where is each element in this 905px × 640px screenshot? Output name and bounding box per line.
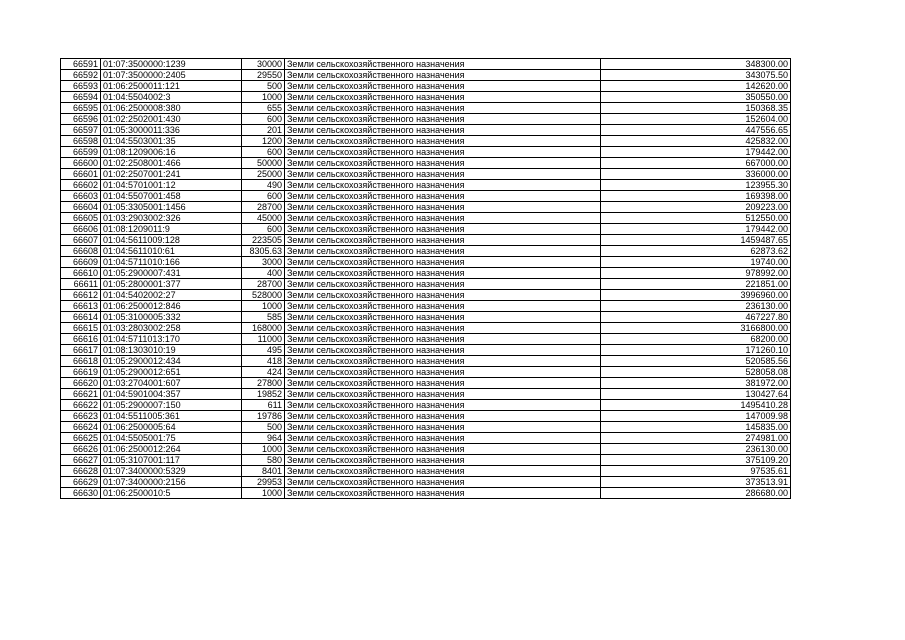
row-number-cell: 66596: [61, 114, 101, 125]
cadastral-number-cell: 01:05:3100005:332: [101, 312, 242, 323]
cadastral-value-cell: 667000.00: [601, 158, 791, 169]
area-cell: 418: [242, 356, 285, 367]
row-number-cell: 66617: [61, 345, 101, 356]
area-cell: 25000: [242, 169, 285, 180]
cadastral-number-cell: 01:06:2500011:121: [101, 81, 242, 92]
table-row: [61, 180, 791, 191]
cadastral-number-cell: 01:04:5402002:27: [101, 290, 242, 301]
table-row: [61, 422, 791, 433]
area-cell: 3000: [242, 257, 285, 268]
area-cell: 490: [242, 180, 285, 191]
row-number-cell: 66624: [61, 422, 101, 433]
table-row: [61, 466, 791, 477]
cadastral-number-cell: 01:04:5507001:458: [101, 191, 242, 202]
area-cell: 50000: [242, 158, 285, 169]
land-category-cell: Земли сельскохозяйственного назначения: [285, 136, 601, 147]
cadastral-value-cell: 145835.00: [601, 422, 791, 433]
area-cell: 19786: [242, 411, 285, 422]
cadastral-value-cell: 350550.00: [601, 92, 791, 103]
cadastral-number-cell: 01:05:3107001:117: [101, 455, 242, 466]
table-row: [61, 477, 791, 488]
table-row: [61, 169, 791, 180]
row-number-cell: 66627: [61, 455, 101, 466]
land-category-cell: Земли сельскохозяйственного назначения: [285, 180, 601, 191]
area-cell: 600: [242, 147, 285, 158]
cadastral-number-cell: 01:03:2903002:326: [101, 213, 242, 224]
table-row: [61, 444, 791, 455]
table-body: [61, 59, 791, 499]
land-category-cell: Земли сельскохозяйственного назначения: [285, 477, 601, 488]
table-row: [61, 389, 791, 400]
cadastral-value-cell: 68200.00: [601, 334, 791, 345]
cadastral-number-cell: 01:05:2900012:434: [101, 356, 242, 367]
land-category-cell: Земли сельскохозяйственного назначения: [285, 301, 601, 312]
land-category-cell: Земли сельскохозяйственного назначения: [285, 191, 601, 202]
cadastral-value-cell: 236130.00: [601, 301, 791, 312]
area-cell: 1000: [242, 444, 285, 455]
row-number-cell: 66616: [61, 334, 101, 345]
table-row: [61, 312, 791, 323]
row-number-cell: 66620: [61, 378, 101, 389]
row-number-cell: 66591: [61, 59, 101, 70]
area-cell: 424: [242, 367, 285, 378]
cadastral-number-cell: 01:06:2500010:5: [101, 488, 242, 499]
row-number-cell: 66610: [61, 268, 101, 279]
area-cell: 500: [242, 81, 285, 92]
table-row: [61, 81, 791, 92]
land-category-cell: Земли сельскохозяйственного назначения: [285, 268, 601, 279]
table-row: [61, 136, 791, 147]
cadastral-number-cell: 01:06:2500008:380: [101, 103, 242, 114]
land-category-cell: Земли сельскохозяйственного назначения: [285, 257, 601, 268]
cadastral-number-cell: 01:05:2800001:377: [101, 279, 242, 290]
land-category-cell: Земли сельскохозяйственного назначения: [285, 235, 601, 246]
cadastral-number-cell: 01:05:3000011:336: [101, 125, 242, 136]
land-category-cell: Земли сельскохозяйственного назначения: [285, 279, 601, 290]
area-cell: 528000: [242, 290, 285, 301]
area-cell: 580: [242, 455, 285, 466]
cadastral-number-cell: 01:02:2507001:241: [101, 169, 242, 180]
area-cell: 1000: [242, 92, 285, 103]
cadastral-value-cell: 62873.62: [601, 246, 791, 257]
cadastral-value-cell: 169398.00: [601, 191, 791, 202]
land-category-cell: Земли сельскохозяйственного назначения: [285, 125, 601, 136]
table-row: [61, 279, 791, 290]
land-category-cell: Земли сельскохозяйственного назначения: [285, 488, 601, 499]
area-cell: 500: [242, 422, 285, 433]
table-row: [61, 246, 791, 257]
row-number-cell: 66614: [61, 312, 101, 323]
land-category-cell: Земли сельскохозяйственного назначения: [285, 59, 601, 70]
cadastral-number-cell: 01:08:1209011:9: [101, 224, 242, 235]
cadastral-number-cell: 01:04:5511005:361: [101, 411, 242, 422]
cadastral-value-cell: 3996960.00: [601, 290, 791, 301]
cadastral-number-cell: 01:06:2500005:64: [101, 422, 242, 433]
row-number-cell: 66602: [61, 180, 101, 191]
cadastral-value-cell: 520585.56: [601, 356, 791, 367]
table-row: [61, 301, 791, 312]
area-cell: 29953: [242, 477, 285, 488]
cadastral-value-cell: 1495410.28: [601, 400, 791, 411]
cadastral-number-cell: 01:05:2900007:431: [101, 268, 242, 279]
cadastral-number-cell: 01:04:5711013:170: [101, 334, 242, 345]
land-category-cell: Земли сельскохозяйственного назначения: [285, 158, 601, 169]
row-number-cell: 66606: [61, 224, 101, 235]
cadastral-number-cell: 01:08:1303010:19: [101, 345, 242, 356]
table-row: [61, 367, 791, 378]
area-cell: 27800: [242, 378, 285, 389]
cadastral-number-cell: 01:07:3500000:1239: [101, 59, 242, 70]
table-row: [61, 125, 791, 136]
land-category-cell: Земли сельскохозяйственного назначения: [285, 422, 601, 433]
row-number-cell: 66600: [61, 158, 101, 169]
table-row: [61, 433, 791, 444]
table-row: [61, 323, 791, 334]
cadastral-value-cell: 152604.00: [601, 114, 791, 125]
cadastral-number-cell: 01:08:1209006:16: [101, 147, 242, 158]
table-row: [61, 268, 791, 279]
table-row: [61, 147, 791, 158]
row-number-cell: 66592: [61, 70, 101, 81]
table-row: [61, 158, 791, 169]
table-row: [61, 70, 791, 81]
row-number-cell: 66594: [61, 92, 101, 103]
area-cell: 1200: [242, 136, 285, 147]
table-row: [61, 224, 791, 235]
cadastral-value-cell: 512550.00: [601, 213, 791, 224]
cadastral-value-cell: 381972.00: [601, 378, 791, 389]
row-number-cell: 66597: [61, 125, 101, 136]
area-cell: 1000: [242, 301, 285, 312]
row-number-cell: 66628: [61, 466, 101, 477]
land-category-cell: Земли сельскохозяйственного назначения: [285, 400, 601, 411]
area-cell: 600: [242, 114, 285, 125]
cadastral-value-cell: 179442.00: [601, 147, 791, 158]
cadastral-number-cell: 01:04:5503001:35: [101, 136, 242, 147]
cadastral-number-cell: 01:04:5611010:61: [101, 246, 242, 257]
row-number-cell: 66605: [61, 213, 101, 224]
land-category-cell: Земли сельскохозяйственного назначения: [285, 378, 601, 389]
land-category-cell: Земли сельскохозяйственного назначения: [285, 103, 601, 114]
cadastral-value-cell: 97535.61: [601, 466, 791, 477]
row-number-cell: 66598: [61, 136, 101, 147]
land-category-cell: Земли сельскохозяйственного назначения: [285, 367, 601, 378]
land-category-cell: Земли сельскохозяйственного назначения: [285, 70, 601, 81]
cadastral-value-cell: 425832.00: [601, 136, 791, 147]
cadastral-value-cell: 978992.00: [601, 268, 791, 279]
table-row: [61, 114, 791, 125]
land-category-cell: Земли сельскохозяйственного назначения: [285, 213, 601, 224]
area-cell: 8401: [242, 466, 285, 477]
table-row: [61, 290, 791, 301]
land-category-cell: Земли сельскохозяйственного назначения: [285, 323, 601, 334]
cadastral-value-cell: 150368.35: [601, 103, 791, 114]
table-row: [61, 345, 791, 356]
row-number-cell: 66619: [61, 367, 101, 378]
cadastral-number-cell: 01:03:2803002:258: [101, 323, 242, 334]
row-number-cell: 66608: [61, 246, 101, 257]
area-cell: 600: [242, 191, 285, 202]
land-category-cell: Земли сельскохозяйственного назначения: [285, 455, 601, 466]
cadastral-value-cell: 343075.50: [601, 70, 791, 81]
table-row: [61, 356, 791, 367]
cadastral-number-cell: 01:04:5901004:357: [101, 389, 242, 400]
cadastral-value-cell: 3166800.00: [601, 323, 791, 334]
table-row: [61, 400, 791, 411]
cadastral-value-cell: 142620.00: [601, 81, 791, 92]
row-number-cell: 66603: [61, 191, 101, 202]
land-category-cell: Земли сельскохозяйственного назначения: [285, 411, 601, 422]
row-number-cell: 66626: [61, 444, 101, 455]
land-category-cell: Земли сельскохозяйственного назначения: [285, 356, 601, 367]
area-cell: 19852: [242, 389, 285, 400]
area-cell: 495: [242, 345, 285, 356]
table-row: [61, 455, 791, 466]
area-cell: 585: [242, 312, 285, 323]
area-cell: 201: [242, 125, 285, 136]
row-number-cell: 66609: [61, 257, 101, 268]
area-cell: 611: [242, 400, 285, 411]
area-cell: 8305.63: [242, 246, 285, 257]
cadastral-value-cell: 373513.91: [601, 477, 791, 488]
cadastral-value-cell: 236130.00: [601, 444, 791, 455]
cadastral-value-cell: 447556.65: [601, 125, 791, 136]
table-row: [61, 411, 791, 422]
land-category-cell: Земли сельскохозяйственного назначения: [285, 466, 601, 477]
row-number-cell: 66593: [61, 81, 101, 92]
row-number-cell: 66595: [61, 103, 101, 114]
land-category-cell: Земли сельскохозяйственного назначения: [285, 433, 601, 444]
cadastral-value-cell: 123955.30: [601, 180, 791, 191]
table-row: [61, 59, 791, 70]
cadastral-number-cell: 01:04:5711010:166: [101, 257, 242, 268]
row-number-cell: 66622: [61, 400, 101, 411]
row-number-cell: 66607: [61, 235, 101, 246]
area-cell: 600: [242, 224, 285, 235]
row-number-cell: 66623: [61, 411, 101, 422]
row-number-cell: 66611: [61, 279, 101, 290]
land-category-cell: Земли сельскохозяйственного назначения: [285, 290, 601, 301]
land-category-cell: Земли сельскохозяйственного назначения: [285, 389, 601, 400]
table-row: [61, 191, 791, 202]
row-number-cell: 66601: [61, 169, 101, 180]
cadastral-number-cell: 01:05:2900007:150: [101, 400, 242, 411]
cadastral-value-cell: 528058.08: [601, 367, 791, 378]
cadastral-number-cell: 01:02:2508001:466: [101, 158, 242, 169]
cadastral-number-cell: 01:04:5505001:75: [101, 433, 242, 444]
area-cell: 29550: [242, 70, 285, 81]
cadastral-value-cell: 221851.00: [601, 279, 791, 290]
land-category-cell: Земли сельскохозяйственного назначения: [285, 345, 601, 356]
table-row: [61, 103, 791, 114]
area-cell: 28700: [242, 202, 285, 213]
table-row: [61, 92, 791, 103]
cadastral-value-cell: 179442.00: [601, 224, 791, 235]
land-category-cell: Земли сельскохозяйственного назначения: [285, 444, 601, 455]
area-cell: 400: [242, 268, 285, 279]
cadastral-number-cell: 01:07:3400000:5329: [101, 466, 242, 477]
cadastral-number-cell: 01:07:3500000:2405: [101, 70, 242, 81]
row-number-cell: 66621: [61, 389, 101, 400]
land-category-cell: Земли сельскохозяйственного назначения: [285, 224, 601, 235]
land-category-cell: Земли сельскохозяйственного назначения: [285, 147, 601, 158]
land-category-cell: Земли сельскохозяйственного назначения: [285, 114, 601, 125]
cadastral-number-cell: 01:04:5504002:3: [101, 92, 242, 103]
cadastral-value-cell: 467227.80: [601, 312, 791, 323]
land-category-cell: Земли сельскохозяйственного назначения: [285, 81, 601, 92]
cadastral-number-cell: 01:06:2500012:846: [101, 301, 242, 312]
area-cell: 30000: [242, 59, 285, 70]
cadastral-value-cell: 336000.00: [601, 169, 791, 180]
area-cell: 964: [242, 433, 285, 444]
cadastral-value-cell: 348300.00: [601, 59, 791, 70]
land-category-cell: Земли сельскохозяйственного назначения: [285, 246, 601, 257]
cadastral-value-cell: 209223.00: [601, 202, 791, 213]
cadastral-value-cell: 147009.98: [601, 411, 791, 422]
table-row: [61, 257, 791, 268]
cadastral-value-cell: 1459487.65: [601, 235, 791, 246]
area-cell: 11000: [242, 334, 285, 345]
table-row: [61, 213, 791, 224]
cadastral-number-cell: 01:07:3400000:2156: [101, 477, 242, 488]
land-registry-table: [60, 58, 791, 499]
area-cell: 168000: [242, 323, 285, 334]
cadastral-value-cell: 19740.00: [601, 257, 791, 268]
cadastral-value-cell: 130427.64: [601, 389, 791, 400]
table-row: [61, 202, 791, 213]
row-number-cell: 66618: [61, 356, 101, 367]
row-number-cell: 66604: [61, 202, 101, 213]
area-cell: 655: [242, 103, 285, 114]
cadastral-number-cell: 01:04:5611009:128: [101, 235, 242, 246]
area-cell: 223505: [242, 235, 285, 246]
row-number-cell: 66630: [61, 488, 101, 499]
cadastral-value-cell: 171260.10: [601, 345, 791, 356]
row-number-cell: 66599: [61, 147, 101, 158]
table-row: [61, 378, 791, 389]
land-category-cell: Земли сельскохозяйственного назначения: [285, 169, 601, 180]
cadastral-value-cell: 274981.00: [601, 433, 791, 444]
row-number-cell: 66615: [61, 323, 101, 334]
table-row: [61, 488, 791, 499]
cadastral-number-cell: 01:03:2704001:607: [101, 378, 242, 389]
area-cell: 28700: [242, 279, 285, 290]
row-number-cell: 66612: [61, 290, 101, 301]
land-category-cell: Земли сельскохозяйственного назначения: [285, 202, 601, 213]
row-number-cell: 66629: [61, 477, 101, 488]
row-number-cell: 66625: [61, 433, 101, 444]
table-row: [61, 235, 791, 246]
land-category-cell: Земли сельскохозяйственного назначения: [285, 312, 601, 323]
cadastral-number-cell: 01:06:2500012:264: [101, 444, 242, 455]
table-row: [61, 334, 791, 345]
cadastral-value-cell: 286680.00: [601, 488, 791, 499]
cadastral-value-cell: 375109.20: [601, 455, 791, 466]
cadastral-number-cell: 01:02:2502001:430: [101, 114, 242, 125]
cadastral-number-cell: 01:04:5701001:12: [101, 180, 242, 191]
cadastral-number-cell: 01:05:3305001:1456: [101, 202, 242, 213]
cadastral-number-cell: 01:05:2900012:651: [101, 367, 242, 378]
land-category-cell: Земли сельскохозяйственного назначения: [285, 92, 601, 103]
land-category-cell: Земли сельскохозяйственного назначения: [285, 334, 601, 345]
area-cell: 45000: [242, 213, 285, 224]
row-number-cell: 66613: [61, 301, 101, 312]
area-cell: 1000: [242, 488, 285, 499]
